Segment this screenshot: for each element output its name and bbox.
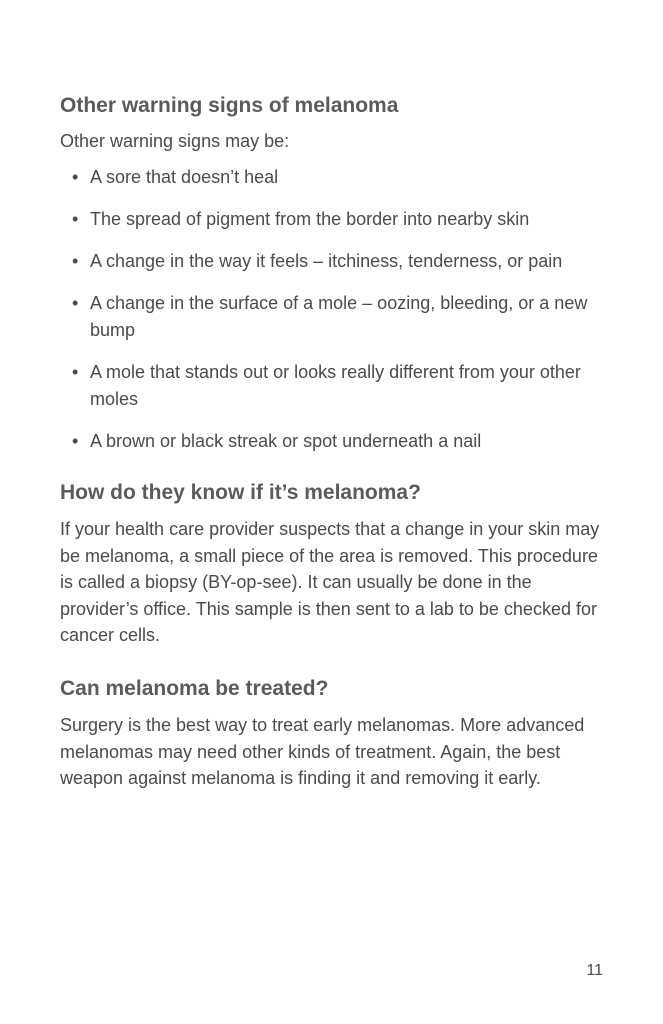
list-item xyxy=(60,290,608,344)
bullet-icon: • xyxy=(72,209,79,229)
list-item-text: A change in the surface of a mole – oozing, bleeding, or a new bump xyxy=(90,293,588,340)
list-item-text: The spread of pigment from the border into nearby skin xyxy=(90,209,530,229)
treatment-paragraph: Surgery is the best way to treat early melanomas. More advanced melanomas may need other kinds of treatment. Again, the best weapon against melanoma is finding it and removing it early. xyxy=(60,714,585,789)
bullet-icon: • xyxy=(72,251,79,271)
bullet-icon: • xyxy=(72,362,79,382)
bullet-icon: • xyxy=(72,167,79,187)
section-heading-warning-signs: Other warning signs of melanoma xyxy=(60,94,399,117)
warning-signs-list xyxy=(60,164,608,455)
list-item xyxy=(60,164,608,191)
warning-signs-section xyxy=(60,92,608,455)
section-heading-treatment: Can melanoma be treated? xyxy=(60,676,329,700)
bullet-icon: • xyxy=(72,293,79,313)
section-heading-diagnosis: How do they know if it’s melanoma? xyxy=(60,481,421,504)
list-item-text: A mole that stands out or looks really different from your other moles xyxy=(90,362,581,409)
list-item xyxy=(60,359,608,413)
list-item xyxy=(60,428,608,455)
treatment-section xyxy=(60,675,608,792)
list-item-text: A change in the way it feels – itchiness, tenderness, or pain xyxy=(90,251,563,271)
list-item-text: A sore that doesn’t heal xyxy=(90,167,279,187)
page-number: 11 xyxy=(586,962,603,979)
list-item-text: A brown or black streak or spot underneath a nail xyxy=(90,431,482,451)
bullet-icon: • xyxy=(72,431,79,451)
warning-signs-intro: Other warning signs may be: xyxy=(60,131,290,151)
diagnosis-paragraph: If your health care provider suspects that a change in your skin may be melanoma, a small piece of the area is removed. This procedure is called a biopsy (BY-op-see). It can usually be done in the provider’s office. This sample is then sent to a lab to be checked for cancer cells. xyxy=(60,519,600,646)
list-item xyxy=(60,248,608,275)
page-content xyxy=(60,92,608,818)
list-item xyxy=(60,206,608,233)
diagnosis-section xyxy=(60,479,608,649)
